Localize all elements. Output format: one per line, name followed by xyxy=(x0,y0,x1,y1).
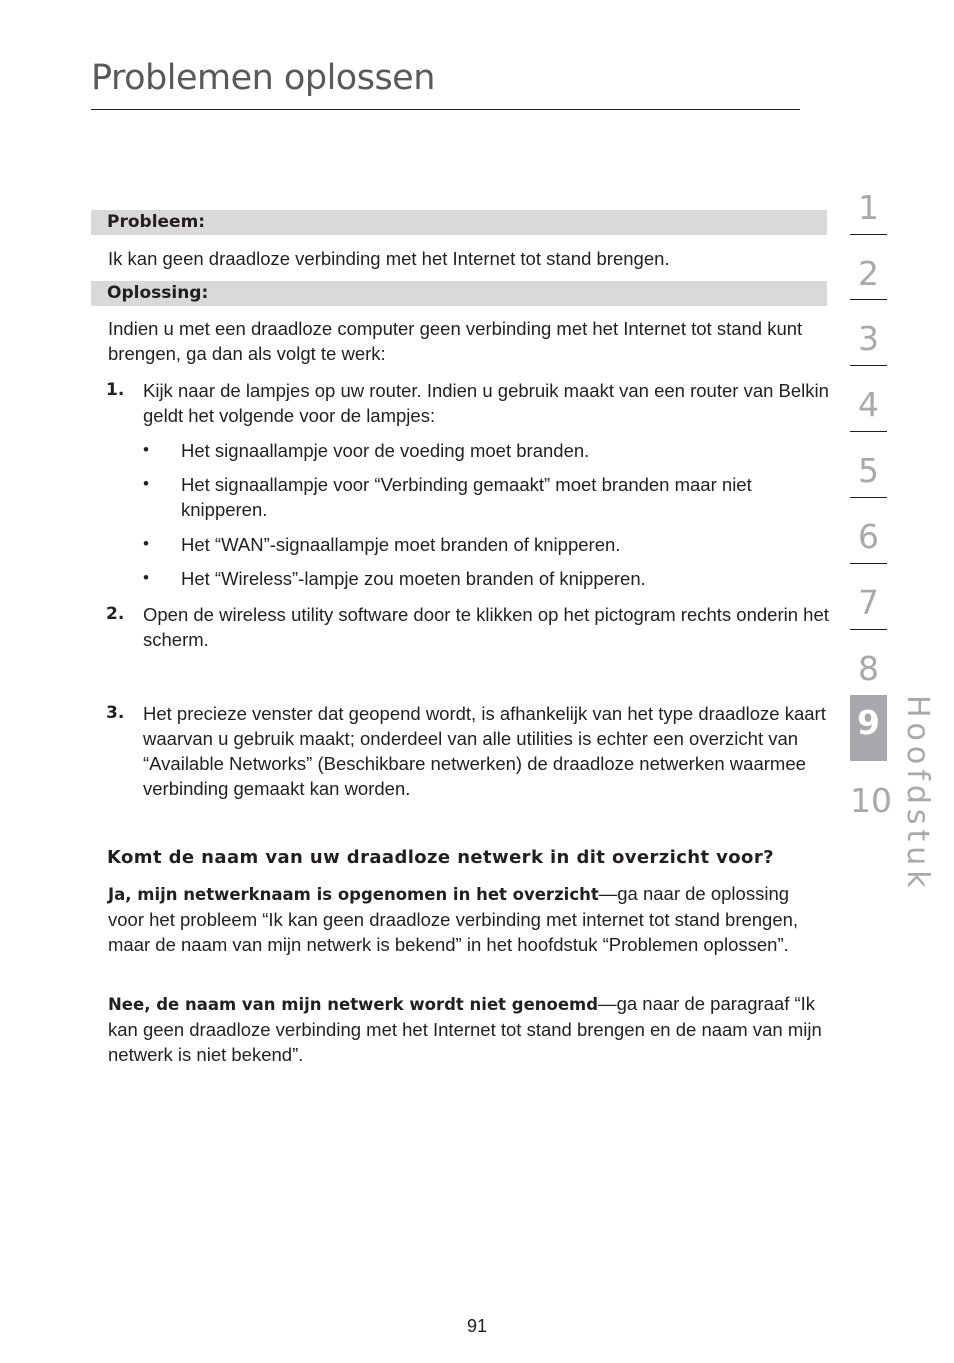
chapter-tab-2: 2 xyxy=(858,254,879,293)
step-number: 2. xyxy=(106,604,125,624)
bullet-marker: • xyxy=(143,568,149,587)
step-text: Het precieze venster dat geopend wordt, is afhankelijk van het type draadloze kaart waarvan u gebruik maakt; onderdeel van alle utilities is echter een overzicht van “Available Networks” (Beschikbare netwerken) de draadloze netwerken waarmee verbinding gemaakt kan worden. xyxy=(143,703,826,799)
chapter-tab-9-active: 9 xyxy=(850,695,887,761)
page-number: 91 xyxy=(466,1316,488,1336)
bullet-item: Het signaallampje voor de voeding moet branden. xyxy=(181,440,590,461)
solution-heading-bar xyxy=(91,281,827,306)
answer-no-lead: Nee, de naam van mijn netwerk wordt niet genoemd xyxy=(108,995,599,1014)
problem-text: Ik kan geen draadloze verbinding met het Internet tot stand brengen. xyxy=(108,248,670,269)
chapter-divider xyxy=(850,299,887,300)
answer-no xyxy=(108,991,828,1067)
chapter-tab-8: 8 xyxy=(858,649,879,688)
bullet-item: Het “WAN”-signaallampje moet branden of knipperen. xyxy=(181,534,621,555)
solution-intro: Indien u met een draadloze computer geen verbinding met het Internet tot stand kunt brengen, ga dan als volgt te werk: xyxy=(108,318,803,364)
title-divider xyxy=(91,109,800,110)
step-text: Kijk naar de lampjes op uw router. Indien u gebruik maakt van een router van Belkin geldt het volgende voor de lampjes: xyxy=(143,380,829,426)
chapter-label: Hoofdstuk xyxy=(900,695,935,893)
chapter-divider xyxy=(850,365,887,366)
problem-label: Probleem: xyxy=(107,212,206,232)
bullet-item: Het signaallampje voor “Verbinding gemaakt” moet branden maar niet knipperen. xyxy=(181,474,752,520)
bullet-marker: • xyxy=(143,534,149,553)
chapter-divider xyxy=(850,629,887,630)
bullet-item: Het “Wireless”-lampje zou moeten branden of knipperen. xyxy=(181,568,646,589)
step-number: 1. xyxy=(106,380,125,400)
chapter-tab-7: 7 xyxy=(858,583,879,622)
chapter-tab-3: 3 xyxy=(858,319,879,358)
bullet-marker: • xyxy=(143,474,149,493)
chapter-tab-5: 5 xyxy=(858,451,879,490)
problem-heading-bar xyxy=(91,210,827,235)
chapter-divider xyxy=(850,234,887,235)
solution-label: Oplossing: xyxy=(107,283,209,303)
chapter-tab-1: 1 xyxy=(858,188,879,227)
answer-no-text: —ga naar de paragraaf “Ik kan geen draadloze verbinding met het Internet tot stand brengen en de naam van mijn netwerk is niet bekend”. xyxy=(108,993,822,1065)
chapter-tab-10: 10 xyxy=(850,781,892,820)
question-heading: Komt de naam van uw draadloze netwerk in dit overzicht voor? xyxy=(107,847,774,868)
page-title: Problemen oplossen xyxy=(91,58,435,98)
chapter-tab-6: 6 xyxy=(858,517,879,556)
chapter-divider xyxy=(850,563,887,564)
chapter-tab-4: 4 xyxy=(858,385,879,424)
step-text: Open de wireless utility software door te klikken op het pictogram rechts onderin het scherm. xyxy=(143,604,829,650)
chapter-divider xyxy=(850,431,887,432)
step-number: 3. xyxy=(106,703,125,723)
answer-yes-text: —ga naar de oplossing voor het probleem “Ik kan geen draadloze verbinding met internet tot stand brengen, maar de naam van mijn netwerk is bekend” in het hoofdstuk “Problemen oplossen”. xyxy=(108,883,799,955)
bullet-marker: • xyxy=(143,440,149,459)
chapter-divider xyxy=(850,497,887,498)
answer-yes-lead: Ja, mijn netwerknaam is opgenomen in het overzicht xyxy=(108,885,599,904)
answer-yes xyxy=(108,881,828,957)
